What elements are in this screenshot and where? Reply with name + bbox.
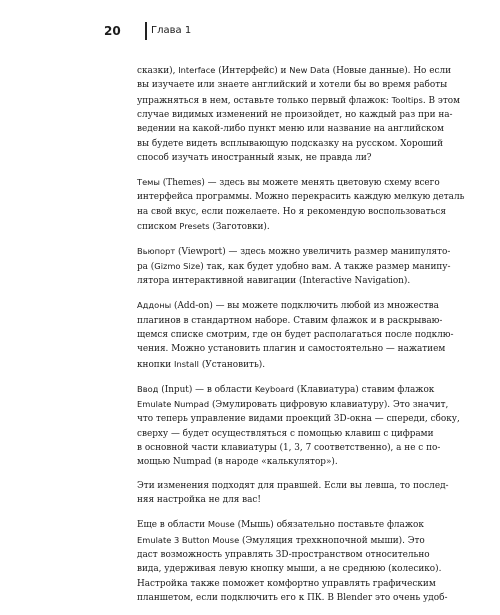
text-line <box>137 298 439 313</box>
text-line <box>137 577 436 591</box>
text-run: ведении на какой-либо пункт меню или название на английском <box>137 124 444 135</box>
text-run: чения. Можно установить плагин и самостоятельно — нажатием <box>137 344 446 355</box>
text-line <box>137 479 449 493</box>
paragraph <box>137 382 460 470</box>
text-run: Настройка также поможет комфортно управлять графическим <box>137 578 436 589</box>
text-line <box>137 205 446 219</box>
paragraph <box>137 298 454 372</box>
text-line <box>137 328 454 342</box>
text-line <box>137 314 443 328</box>
text-run: . В этом <box>422 95 460 106</box>
ui-term: Presets <box>179 220 210 231</box>
text-run: планшетом, если подключить его к ПК. В Blender это очень удоб- <box>137 593 448 603</box>
text-run: даст возможность управлять 3D-пространством относительно <box>137 549 430 560</box>
text-line <box>137 342 446 356</box>
text-line <box>137 244 451 259</box>
text-run: няя настройка не для вас! <box>137 495 261 506</box>
text-run: (Новые данные). Но если <box>329 66 451 76</box>
text-run: вы изучаете или знаете английский и хотели бы во время работы <box>137 80 448 91</box>
text-run: (Themes) — здесь вы можете менять цветовую схему всего <box>159 177 440 188</box>
text-run: плагинов в стандартном наборе. Ставим флажок и в раскрываю- <box>137 315 443 326</box>
text-run: (Viewport) — здесь можно увеличить размер манипулято- <box>175 246 451 257</box>
text-line <box>137 357 405 372</box>
page-number: 20 <box>104 24 121 38</box>
ui-term: Tooltips <box>391 94 423 105</box>
text-run: (Эмуляция трехкнопочной мыши). Это <box>239 535 425 546</box>
paragraph <box>137 175 465 234</box>
text-run: ) так, как будет удобно вам. А также размер манипу- <box>200 262 451 273</box>
text-line <box>137 93 460 108</box>
text-run: ра ( <box>137 262 155 273</box>
text-line <box>137 533 425 548</box>
text-line <box>137 122 444 136</box>
text-run: списком <box>137 221 180 232</box>
ui-term: Emulate 3 Button Mouse <box>137 534 240 545</box>
ui-term: Mouse <box>207 519 235 530</box>
chapter-label: Глава 1 <box>151 25 192 36</box>
text-line <box>137 455 405 469</box>
text-run: в основной части клавиатуры (1, 3, 7 соответственно), а не с по- <box>137 442 441 453</box>
text-run: сказки), <box>137 66 179 76</box>
text-run: (Add-on) — вы можете подключить любой из множества <box>171 301 439 312</box>
text-line <box>137 259 451 274</box>
text-line <box>137 517 424 532</box>
ui-term: Ввод <box>137 383 159 394</box>
ui-term: Вьюпорт <box>137 245 176 256</box>
text-line <box>137 190 465 204</box>
text-run: (Интерфейс) и <box>215 66 290 76</box>
text-line <box>137 562 442 576</box>
text-run: Эти изменения подходят для правшей. Если вы левша, то послед- <box>137 481 449 492</box>
text-line <box>137 274 411 288</box>
paragraph <box>137 479 449 508</box>
text-run: (Заготовки). <box>209 221 270 232</box>
text-run: вида, удерживая левую кнопку мыши, а не среднюю (колесико). <box>137 564 442 575</box>
text-run: лятора интерактивной навигации (Interactive Navigation). <box>137 276 411 287</box>
text-run: случае видимых изменений не произойдет, но каждый раз при на- <box>137 110 453 121</box>
ui-term: Emulate Numpad <box>137 398 210 409</box>
page-header <box>0 0 500 50</box>
text-run: мощью Numpad (в народе «калькулятор»). <box>137 457 338 468</box>
text-line <box>137 78 448 92</box>
text-line <box>137 591 448 605</box>
text-line <box>137 412 460 426</box>
body-text <box>137 63 465 615</box>
text-run: (Мышь) обязательно поставьте флажок <box>234 520 424 531</box>
ui-term: Install <box>174 358 199 369</box>
ui-term: Gizmo Size <box>154 261 201 272</box>
ui-term: Темы <box>137 176 160 187</box>
header-divider <box>145 22 147 40</box>
paragraph <box>137 244 451 289</box>
text-run: способ изучать иностранный язык, не правда ли? <box>137 153 372 164</box>
text-run: Еще в области <box>137 520 208 531</box>
text-line <box>137 493 405 507</box>
text-run: (Клавиатура) ставим флажок <box>293 384 435 395</box>
text-run: кнопки <box>137 359 175 370</box>
text-line <box>137 151 405 165</box>
text-line <box>137 219 405 234</box>
text-run: щемся списке смотрим, где он будет располагаться после подклю- <box>137 330 454 340</box>
text-run: вы будете видеть всплывающую подсказку на русском. Хороший <box>137 138 443 149</box>
text-run: (Установить). <box>199 359 266 370</box>
text-run: упражняться в нем, оставьте только первый флажок: <box>137 95 392 106</box>
text-line <box>137 175 440 190</box>
text-run: интерфейса программы. Можно перекрасить каждую мелкую деталь <box>137 192 465 203</box>
text-line <box>137 63 451 78</box>
text-run: сверху — будет осуществляться с помощью клавиш с цифрами <box>137 428 434 439</box>
text-line <box>137 441 441 455</box>
ui-term: Keyboard <box>254 383 294 394</box>
ui-term: Interface <box>178 65 216 75</box>
text-line <box>137 137 443 151</box>
ui-term: New Data <box>289 65 330 75</box>
text-run: (Эмулировать цифровую клавиатуру). Это значит, <box>209 399 449 410</box>
text-line <box>137 382 435 397</box>
text-run: на свой вкус, если пожелаете. Но я рекомендую воспользоваться <box>137 206 446 217</box>
text-run: (Input) — в области <box>158 384 255 395</box>
paragraph <box>137 63 460 165</box>
ui-term: Аддоны <box>137 300 172 311</box>
text-line <box>137 397 449 412</box>
text-line <box>137 427 434 441</box>
text-line <box>137 108 453 122</box>
paragraph <box>137 517 448 605</box>
text-run: что теперь управление видами проекций 3D-окна — спереди, сбоку, <box>137 414 460 425</box>
text-line <box>137 548 430 562</box>
